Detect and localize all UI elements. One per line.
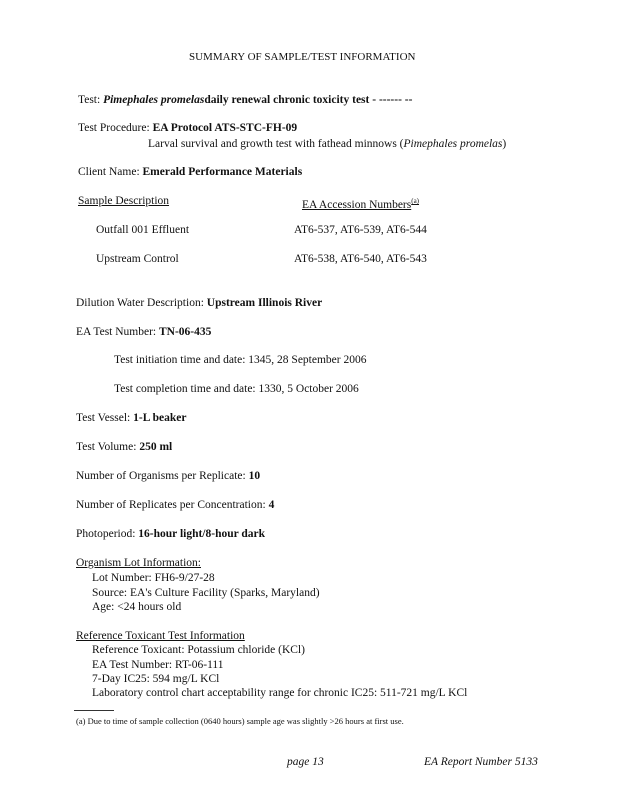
completion-line	[114, 382, 359, 396]
organisms-line	[76, 469, 260, 483]
footnote	[76, 714, 404, 728]
sample-row-1-acc: AT6-537, AT6-539, AT6-544	[294, 224, 427, 236]
test-label: Test:	[78, 94, 101, 106]
vessel-line	[76, 411, 186, 425]
test-species: Pimephales promelas	[103, 94, 205, 106]
accession-header	[302, 194, 419, 212]
client-label: Client Name:	[78, 166, 140, 178]
reference-test-number: EA Test Number: RT-06-111	[92, 659, 224, 671]
page-title: SUMMARY OF SAMPLE/TEST INFORMATION	[189, 51, 416, 63]
photoperiod-line	[76, 527, 265, 541]
footnote-separator	[74, 710, 114, 711]
report-number: EA Report Number 5133	[424, 756, 538, 768]
sample-row-2-desc: Upstream Control	[96, 253, 179, 265]
procedure-value: EA Protocol ATS-STC-FH-09	[152, 122, 298, 134]
footnote-marker: (a)	[76, 716, 86, 726]
organism-age: Age: <24 hours old	[92, 601, 182, 613]
page-number: page 13	[287, 756, 324, 768]
initiation-line	[114, 353, 366, 367]
vessel-value: 1-L beaker	[133, 412, 187, 424]
replicates-label: Number of Replicates per Concentration:	[76, 499, 266, 511]
organisms-label: Number of Organisms per Replicate:	[76, 470, 246, 482]
procedure-line	[78, 121, 297, 135]
ea-test-number-value: TN-06-435	[159, 326, 212, 338]
organism-source: Source: EA's Culture Facility (Sparks, Maryland)	[92, 587, 320, 599]
photoperiod-value: 16-hour light/8-hour dark	[138, 528, 266, 540]
footnote-text: Due to time of sample collection (0640 hours) sample age was slightly >26 hours at first use.	[87, 716, 404, 726]
organism-lot-header: Organism Lot Information:	[76, 557, 201, 569]
initiation-value: 1345, 28 September 2006	[248, 354, 367, 366]
dilution-label: Dilution Water Description:	[76, 297, 204, 309]
completion-value: 1330, 5 October 2006	[258, 383, 359, 395]
volume-value: 250 ml	[139, 441, 173, 453]
reference-header: Reference Toxicant Test Information	[76, 630, 245, 642]
procedure-desc-text: Larval survival and growth test with fathead minnows (	[148, 138, 404, 150]
sample-row-2-acc: AT6-538, AT6-540, AT6-543	[294, 253, 427, 265]
dilution-value: Upstream Illinois River	[206, 297, 323, 309]
client-line	[78, 165, 302, 179]
completion-label: Test completion time and date:	[114, 383, 256, 395]
sample-desc-header: Sample Description	[78, 195, 170, 207]
accession-header-text: EA Accession Numbers	[302, 198, 412, 211]
ea-test-number-line	[76, 325, 211, 339]
test-line	[78, 93, 412, 107]
sample-row-1-desc: Outfall 001 Effluent	[96, 224, 190, 236]
procedure-label: Test Procedure:	[78, 122, 150, 134]
vessel-label: Test Vessel:	[76, 412, 131, 424]
reference-ic25: 7-Day IC25: 594 mg/L KCl	[92, 673, 220, 685]
volume-label: Test Volume:	[76, 441, 137, 453]
replicates-line	[76, 498, 274, 512]
replicates-value: 4	[268, 499, 275, 511]
photoperiod-label: Photoperiod:	[76, 528, 136, 540]
procedure-desc	[148, 137, 506, 151]
client-value: Emerald Performance Materials	[142, 166, 303, 178]
organisms-value: 10	[248, 470, 261, 482]
accession-note: (a)	[411, 197, 420, 205]
ea-test-number-label: EA Test Number:	[76, 326, 157, 338]
initiation-label: Test initiation time and date:	[114, 354, 246, 366]
procedure-desc-close: )	[502, 138, 507, 150]
volume-line	[76, 440, 172, 454]
reference-range: Laboratory control chart acceptability range for chronic IC25: 511-721 mg/L KCl	[92, 687, 468, 699]
dilution-line	[76, 296, 322, 310]
procedure-desc-species: Pimephales promelas	[403, 138, 503, 150]
reference-toxicant: Reference Toxicant: Potassium chloride (KCl)	[92, 644, 305, 656]
organism-lot-number: Lot Number: FH6-9/27-28	[92, 572, 215, 584]
test-desc: daily renewal chronic toxicity test - ------ --	[204, 94, 413, 106]
